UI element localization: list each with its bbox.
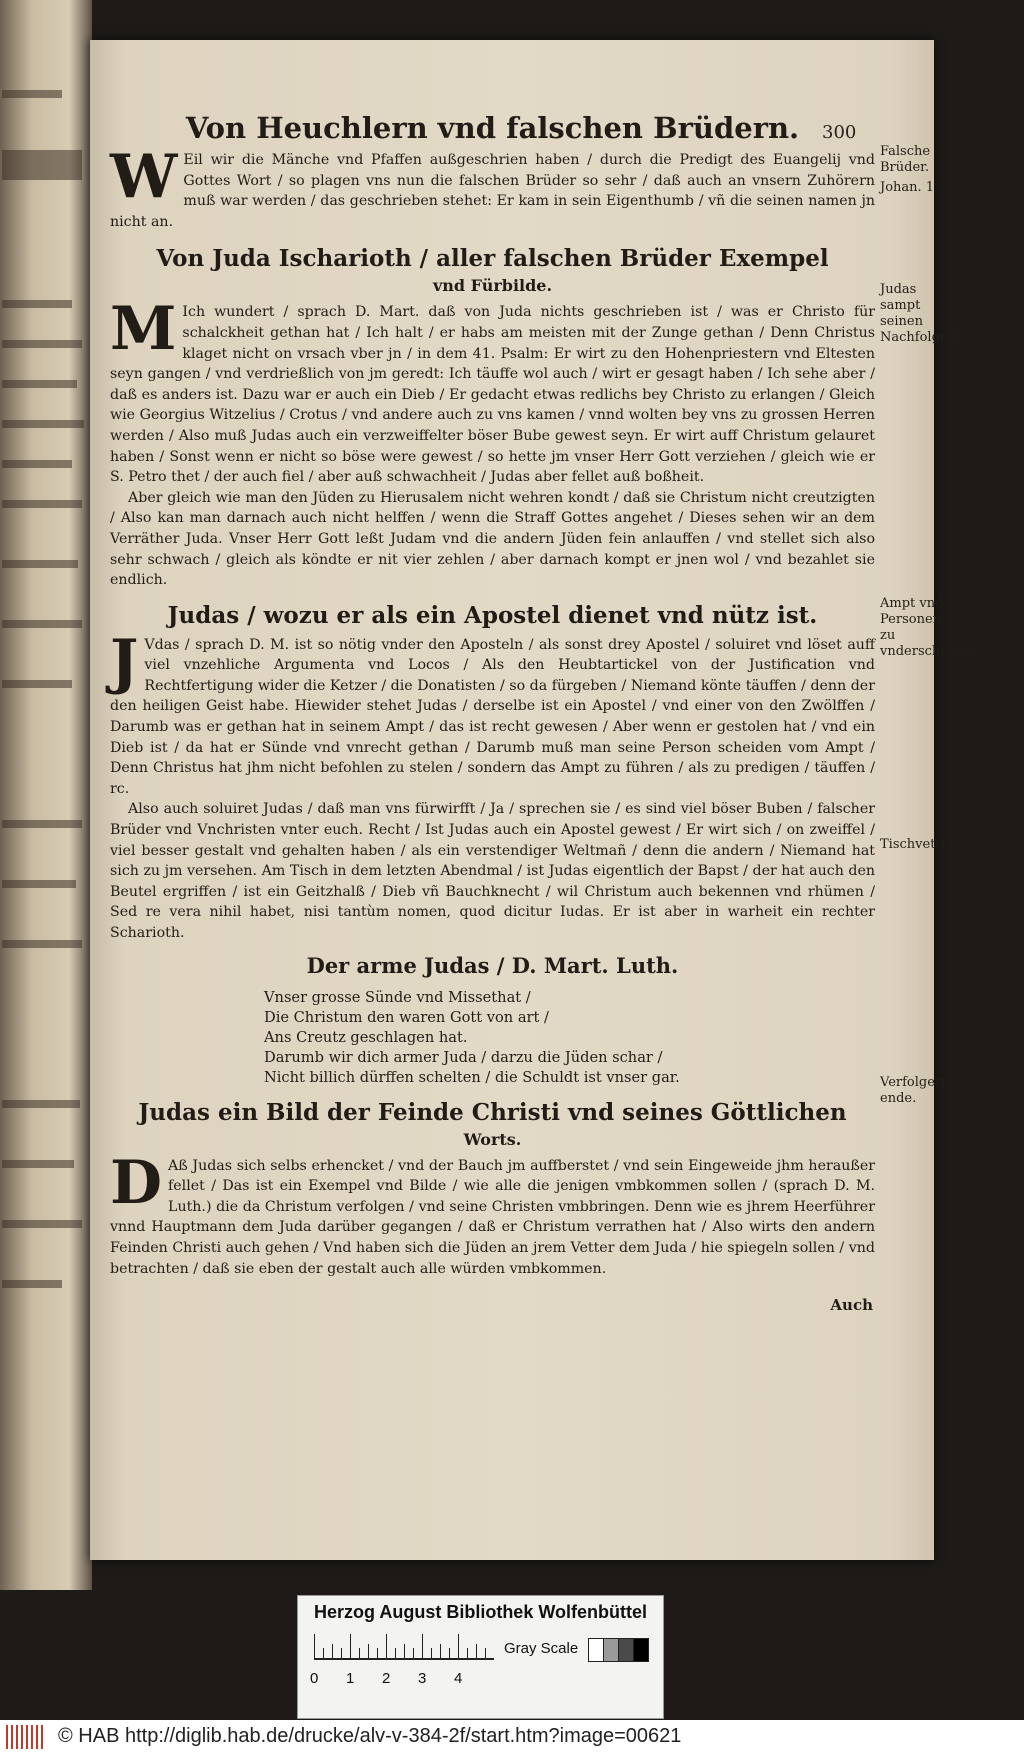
section-heading: Von Juda Ischarioth / aller falschen Brüder Exempel	[156, 245, 829, 273]
gray-swatch	[588, 1638, 604, 1662]
section-subheading: Worts.	[463, 1129, 522, 1149]
poem-title: Der arme Judas / D. Mart. Luth.	[306, 952, 679, 978]
section-heading: Judas / wozu er als ein Apostel dienet vnd nütz ist.	[167, 601, 818, 629]
gray-scale-label: Gray Scale	[504, 1640, 579, 1657]
poem-line: Darumb wir dich armer Juda / darzu die Jüden schar /	[264, 1048, 663, 1066]
poem	[264, 988, 875, 1088]
gray-swatch	[618, 1638, 634, 1662]
section-heading: Von Heuchlern vnd falschen Brüdern.	[185, 111, 800, 145]
poem-line: Ans Creutz geschlagen hat.	[264, 1028, 468, 1046]
margin-note: Judas sampt seinen Nachfolgern.	[880, 282, 967, 345]
library-color-plate	[297, 1595, 664, 1719]
book-page	[90, 40, 981, 1560]
body-paragraph: WEil wir die Mänche vnd Pfaffen außgeschrien haben / durch die Predigt des Euangelij vnd Gottes Wort / so plagen vns nun die falschen Brüder so sehr / daß auch an vnsern Zuhörern muß war werden / das geschrieben stehet: Er kam in sein Eigenthumb / vñ die seinen namen jn nicht an.	[110, 142, 875, 230]
page-number: 300	[822, 122, 857, 143]
footer-bar	[0, 1720, 1024, 1754]
hab-logo-icon	[6, 1725, 46, 1749]
ruler	[314, 1634, 494, 1660]
ruler-label: 1	[346, 1670, 355, 1687]
body-paragraph: Also auch soluiret Judas / daß man vns fürwirfft / Ja / sprechen sie / es sind viel böser Buben / falscher Brüder vnd Vnchristen vnter euch. Recht / Ist Judas auch ein Apostel gewest / Er wirt sich / on zweiffel / viel besser gestalt vnd gehalten haben / als ein verstendiger Weltmañ / denn die andern / Niemand hat sich zu jm versehen. Am Tisch in dem letzten Abendmal / ist Judas eigentlich der Bapst / der hat auch den Beutel ergriffen / ist ein Geitzhalß / Dieb vñ Bauchknecht / wil Christum auch bekennen vnd rhümen / Sed re vera nihil habet, nisi tantùm nomen, quod dicitur Iudas. Er ist aber in warheit ein rechter Scharioth.	[110, 801, 875, 941]
margin-note: Falsche Brüder.	[880, 144, 931, 175]
body-paragraph: DAß Judas sich selbs erhencket / vnd der Bauch jm auffberstet / vnd sein Eingeweide jhm heraußer fellet / Das ist ein Exempel vnd Bilde / wie alle die jenigen vmbkommen sollen / (sprach D. M. Luth.) die da Christum verfolgen / vnd seine Christen vmbbringen. Denn wie es jhrem Heerführer vnnd Hauptmann dem Juda darüber gegangen / daß er Christum verrathen hat / Also wirts den andern Feinden Christi auch gehen / Vnd haben sich die Jüden an jrem Vetter dem Juda / hie spiegeln sollen / vnd betrachten / daß sie eben der gestalt auch alle würden vmbkommen.	[110, 1147, 875, 1277]
body-paragraph: JVdas / sprach D. M. ist so nötig vnder den Aposteln / als sonst drey Apostel / soluiret vnd löset auff viel vnzehliche Argumenta vnd Locos / Als den Heubtartickel von der Justification vnd Rechtfertigung wider die Ketzer / die Donatisten / so da fürgeben / Niemand könte täuffen / denn der den heiligen Geist habe. Hiewider stehet Judas / derselbe ist ein Apostel / vnd einer von den Zwölffen / Darumb was er gethan hat in seinem Ampt / das ist recht gewesen / Aber wenn er gestolen hat / vnd ein Dieb ist / da hat er Sünde vnd vnrecht gethan / Darumb muß man seine Person scheiden vom Ampt / Denn Christus hat jhm nicht befohlen zu stelen / sondern das Ampt zu führen / als zu predigen / täuffen / rc.	[110, 626, 875, 797]
gray-swatch	[633, 1638, 649, 1662]
catchword: Auch	[830, 1296, 873, 1315]
body-paragraph: MIch wundert / sprach D. Mart. daß von Juda nichts geschrieben ist / was er Christo für schalckheit gethan hat / Ich halt / er habs am meisten mit der Zunge gethan / Denn Christus klaget nicht on vrsach vber jn / in dem 41. Psalm: Er wirt zu den Hohenpriestern vnd Eltesten seyn gangen / vnd verdrießlich von jm geredt: Ich täuffe wol auch / wirt er gesagt haben / Ich sehe aber / daß es anders ist. Dazu war er auch ein Dieb / Er gedacht etwas redlichs bey Christo zu erlangen / Gleich wie Georgius Witzelius / Crotus / vnd andere auch zu vns kamen / vnnd wolten bey vns zu grossen Herren werden / Also muß Judas auch ein verzweiffelter böser Bube gewest seyn. Er wirt auff Christum gelauret haben / Sonst wenn er nicht so böse were gewest / so hette jm vnser Herr Gott verziehen / gleich wie er S. Petro thet / der auch fiel / aber auß schwachheit / Judas aber fellet auß boßheit.	[110, 294, 875, 486]
poem-line: Vnser grosse Sünde vnd Missethat /	[264, 988, 531, 1006]
ruler-label: 4	[454, 1670, 463, 1687]
section-subheading: vnd Fürbilde.	[432, 276, 553, 296]
ruler-label: 3	[418, 1670, 427, 1687]
body-paragraph: Aber gleich wie man den Jüden zu Hierusalem nicht wehren kondt / daß sie Christum nicht creutzigten / Also kan man darnach auch nicht helffen / wenn die Straff Gottes angehet / Dieses sehen wir an dem Verräther Juda. Vnser Herr Gott leßt Judam vnd die andern Jüden fein anlauffen / vnd stellet sich also sehr schwach / gleich als köndte er nit vier zehlen / aber darnach kompt er jnen wol / vnd bezahlet sie endlich.	[110, 489, 875, 589]
ruler-label: 2	[382, 1670, 391, 1687]
margin-note: Verfolger ende.	[880, 1075, 942, 1106]
poem-line: Die Christum den waren Gott von art /	[264, 1008, 549, 1026]
margin-note: Ampt vnd Personen zu vnderscheiden.	[880, 596, 981, 659]
margin-note: Johan. 1.	[880, 180, 939, 195]
gray-swatch	[603, 1638, 619, 1662]
footer-url[interactable]: © HAB http://diglib.hab.de/drucke/alv-v-384-2f/start.htm?image=00621	[58, 1725, 682, 1747]
poem-line: Nicht billich dürffen schelten / die Schuldt ist vnser gar.	[264, 1068, 680, 1086]
left-page-edge	[0, 0, 92, 1590]
page-content	[110, 104, 875, 1316]
ruler-label: 0	[310, 1670, 319, 1687]
section-heading: Judas ein Bild der Feinde Christi vnd seines Göttlichen	[138, 1098, 847, 1126]
institution-name: Herzog August Bibliothek Wolfenbüttel	[314, 1602, 647, 1622]
margin-note: Tischvetter.	[880, 837, 958, 852]
